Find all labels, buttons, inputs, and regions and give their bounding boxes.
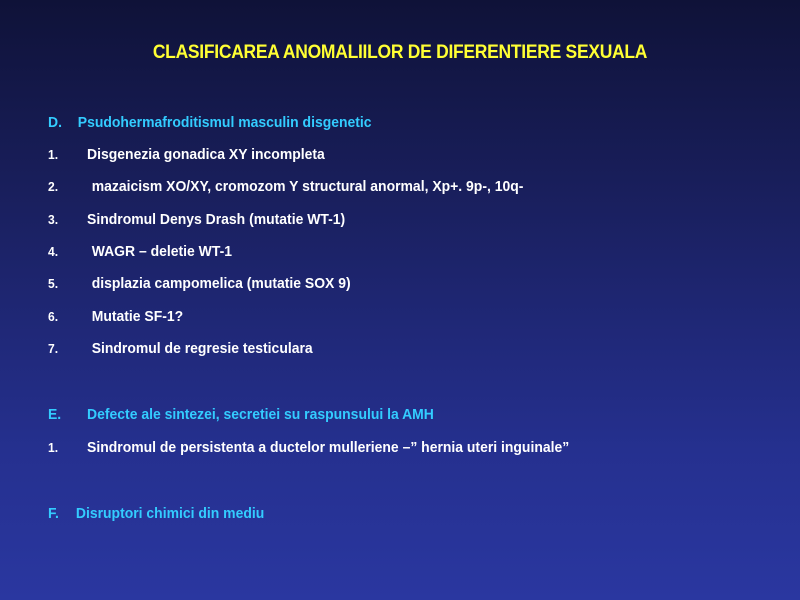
list-item-number: 1.	[48, 147, 59, 162]
section-marker: E.	[48, 406, 62, 423]
list-item-text: Sindromul de persistenta a ductelor mulleriene –” hernia uteri inguinale”	[87, 439, 570, 456]
list-item-number: 1.	[48, 440, 59, 455]
list-item-number: 6.	[48, 309, 59, 324]
section-marker: F.	[48, 505, 59, 522]
list-item-text: mazaicism XO/XY, cromozom Y structural anormal, Xp+. 9p-, 10q-	[91, 178, 524, 195]
list-item-text: Sindromul de regresie testiculara	[91, 340, 313, 357]
section-heading-text: Disruptori chimici din mediu	[75, 505, 265, 522]
list-item-text: Disgenezia gonadica XY incompleta	[87, 146, 325, 163]
list-item-number: 4.	[48, 244, 59, 259]
list-item-text: Sindromul Denys Drash (mutatie WT-1)	[87, 211, 346, 228]
list-item-text: Mutatie SF-1?	[91, 308, 184, 325]
list-item-text: displazia campomelica (mutatie SOX 9)	[91, 275, 351, 292]
slide-title: CLASIFICAREA ANOMALIILOR DE DIFERENTIERE SEXUALA	[152, 42, 648, 63]
list-item-number: 7.	[48, 341, 59, 356]
section-heading-text: Defecte ale sintezei, secretiei su raspunsului la AMH	[87, 406, 434, 423]
list-item-text: WAGR – deletie WT-1	[91, 243, 233, 260]
section-marker: D.	[48, 114, 62, 131]
list-item-number: 5.	[48, 276, 59, 291]
list-item-number: 3.	[48, 212, 59, 227]
section-heading-text: Psudohermafroditismul masculin disgenetic	[77, 114, 372, 131]
list-item-number: 2.	[48, 179, 59, 194]
